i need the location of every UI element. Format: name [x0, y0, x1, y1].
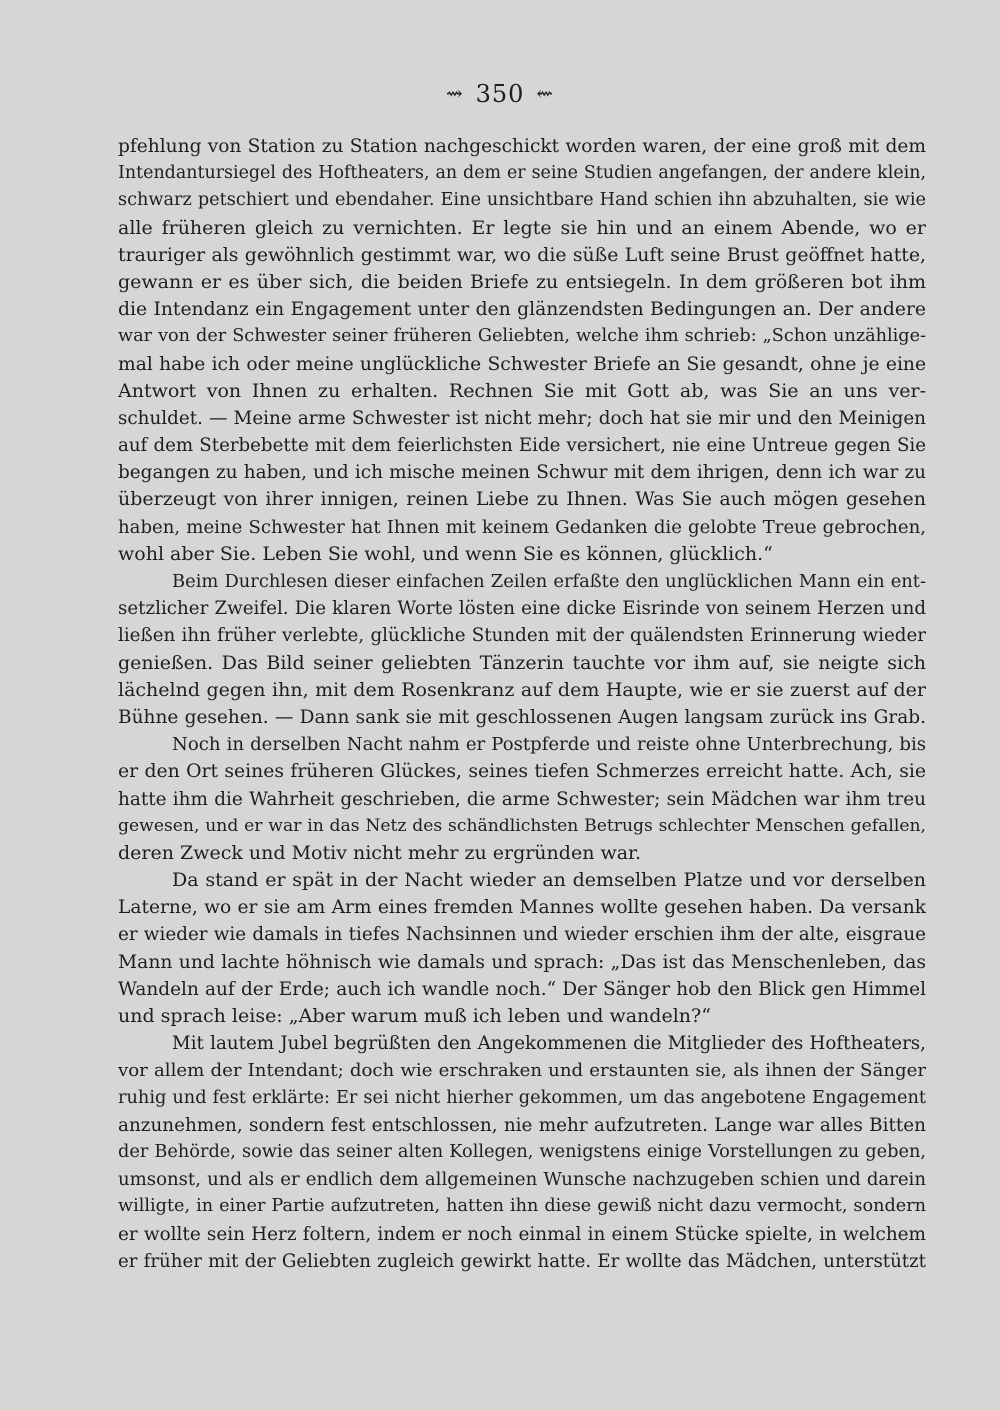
text-line: trauriger als gewöhnlich gestimmt war, wo die süße Luft seine Brust geöffnet hatte, [118, 244, 926, 266]
ornament-left-icon: ⇝ [445, 81, 464, 105]
text-line: hatte ihm die Wahrheit geschrieben, die arme Schwester; sein Mädchen war ihm treu [118, 788, 926, 810]
text-line: alle früheren gleich zu vernichten. Er legte sie hin und an einem Abende, wo er [118, 216, 926, 239]
text-line: setzlicher Zweifel. Die klaren Worte lösten eine dicke Eisrinde von seinem Herzen und [118, 598, 926, 620]
text-line: gewann er es über sich, die beiden Briefe zu entsiegeln. In dem größeren bot ihm [118, 270, 926, 293]
text-line: begangen zu haben, und ich mische meinen Schwur mit dem ihrigen, denn ich war zu [118, 462, 926, 484]
text-line: ruhig und fest erklärte: Er sei nicht hierher gekommen, um das angebotene Engagement [118, 1087, 926, 1108]
text-line: deren Zweck und Motiv nicht mehr zu ergründen war. [118, 841, 642, 864]
ornament-right-icon: ⇜ [536, 81, 555, 105]
text-line: und sprach leise: „Aber warum muß ich leben und wandeln?“ [118, 1005, 711, 1027]
text-line: genießen. Das Bild seiner geliebten Tänzerin tauchte vor ihm auf, sie neigte sich [118, 651, 926, 674]
paragraph-first-line: Noch in derselben Nacht nahm er Postpferde und reiste ohne Unterbrechung, bis [172, 734, 926, 756]
text-line: wohl aber Sie. Leben Sie wohl, und wenn Sie es können, glücklich.“ [118, 542, 773, 565]
text-line: lächelnd gegen ihn, mit dem Rosenkranz auf dem Haupte, wie er sie zuerst auf der [118, 678, 926, 701]
text-line: er wieder wie damals in tiefes Nachsinnen und wieder erschien ihm der alte, eisgraue [118, 924, 926, 946]
text-line: schwarz petschiert und ebendaher. Eine unsichtbare Hand schien ihn abzuhalten, sie wie [118, 190, 926, 211]
text-line: willigte, in einer Partie aufzutreten, hatten ihn diese gewiß nicht dazu vermocht, sondern [118, 1196, 926, 1217]
page-number: 350 [475, 80, 525, 108]
text-line: umsonst, und als er endlich dem allgemeinen Wunsche nachzugeben schien und darein [118, 1169, 926, 1191]
text-line: haben, meine Schwester hat Ihnen mit keinem Gedanken die gelobte Treue gebrochen, [118, 516, 926, 538]
text-line: auf dem Sterbebette mit dem feierlichsten Eide versichert, nie eine Untreue gegen Sie [118, 435, 926, 457]
text-line: er früher mit der Geliebten zugleich gewirkt hatte. Er wollte das Mädchen, unterstützt [118, 1250, 926, 1272]
text-line: die Intendanz ein Engagement unter den glänzendsten Bedingungen an. Der andere [118, 299, 926, 321]
text-line: ließen ihn früher verlebte, glückliche Stunden mit der quälendsten Erinnerung wieder [118, 625, 926, 647]
paragraph-first-line: Mit lautem Jubel begrüßten den Angekommenen die Mitglieder des Hoftheaters, [172, 1033, 926, 1055]
paragraph-first-line: Beim Durchlesen dieser einfachen Zeilen erfaßte den unglücklichen Mann ein ent- [172, 571, 926, 592]
text-line: mal habe ich oder meine unglückliche Schwester Briefe an Sie gesandt, ohne je eine [118, 353, 926, 375]
text-line: schuldet. — Meine arme Schwester ist nicht mehr; doch hat sie mir und den Meinigen [118, 407, 926, 429]
text-line: anzunehmen, sondern fest entschlossen, nie mehr aufzutreten. Lange war alles Bitten [118, 1114, 926, 1136]
text-line: war von der Schwester seiner früheren Geliebten, welche ihm schrieb: „Schon unzählige- [118, 326, 926, 347]
text-line: Mann und lachte höhnisch wie damals und sprach: „Das ist das Menschenleben, das [118, 951, 926, 973]
text-line: Antwort von Ihnen zu erhalten. Rechnen Sie mit Gott ab, was Sie an uns ver- [118, 379, 926, 402]
text-line: Laterne, wo er sie am Arm eines fremden Mannes wollte gesehen haben. Da versank [118, 897, 926, 919]
text-line: Bühne gesehen. — Dann sank sie mit geschlossenen Augen langsam zurück ins Grab. [118, 706, 926, 728]
text-line: gewesen, und er war in das Netz des schändlichsten Betrugs schlechter Menschen gefallen, [118, 815, 926, 836]
body-text [118, 133, 926, 1275]
paragraph-first-line: Da stand er spät in der Nacht wieder an demselben Platze und vor derselben [172, 869, 926, 892]
text-line: Intendantursiegel des Hoftheaters, an dem er seine Studien angefangen, der andere klein, [118, 163, 926, 184]
text-line: vor allem der Intendant; doch wie erschraken und erstaunten sie, als ihnen der Sänger [118, 1060, 926, 1082]
text-line: Wandeln auf der Erde; auch ich wandle noch.“ Der Sänger hob den Blick gen Himmel [118, 978, 926, 1000]
text-line: pfehlung von Station zu Station nachgeschickt worden waren, der eine groß mit dem [118, 136, 926, 157]
page-header [0, 80, 1000, 108]
text-line: er wollte sein Herz foltern, indem er noch einmal in einem Stücke spielte, in welchem [118, 1223, 926, 1245]
text-line: überzeugt von ihrer innigen, reinen Liebe zu Ihnen. Was Sie auch mögen gesehen [118, 488, 926, 511]
text-line: der Behörde, sowie das seiner alten Kollegen, wenigstens einige Vorstellungen zu geben, [118, 1141, 926, 1162]
text-line: er den Ort seines früheren Glückes, seines tiefen Schmerzes erreicht hatte. Ach, sie [118, 761, 926, 783]
